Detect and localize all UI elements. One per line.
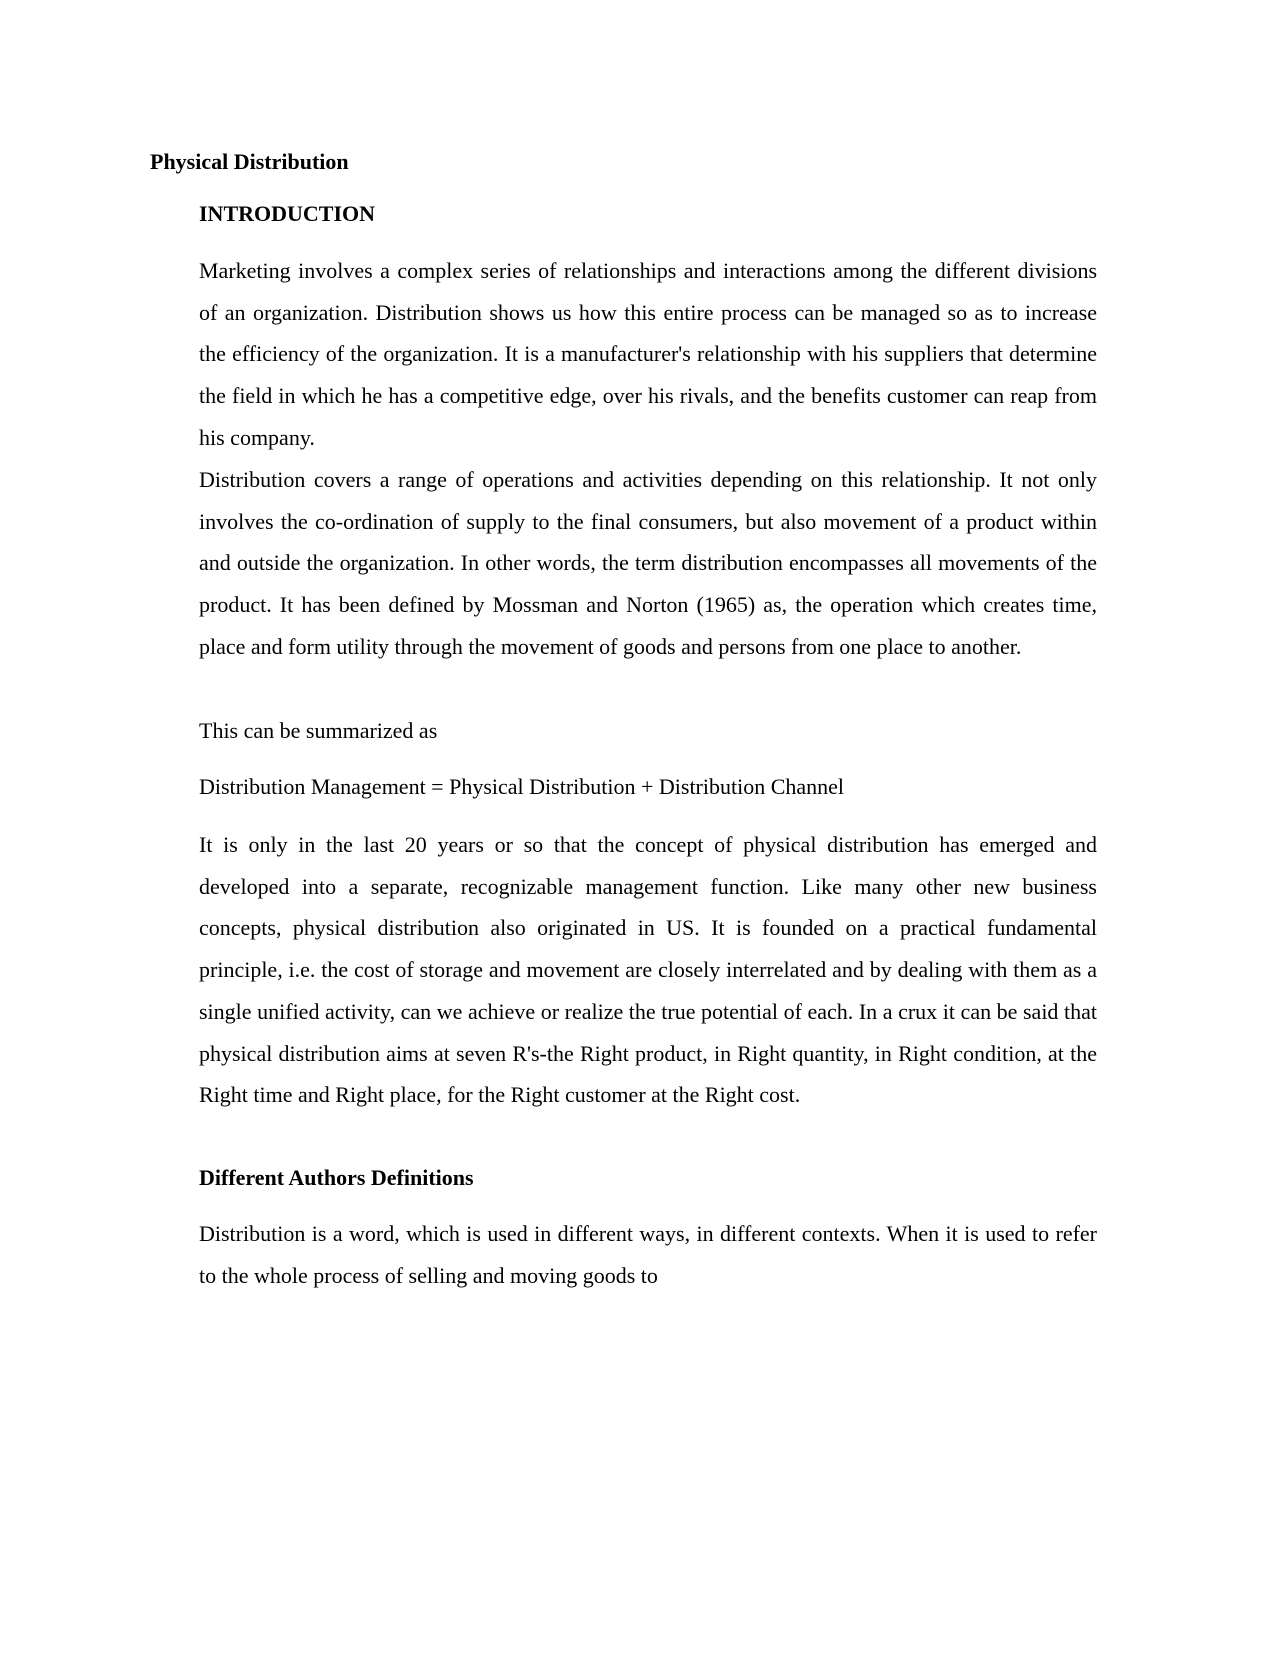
summary-intro-line: This can be summarized as xyxy=(199,718,438,743)
introduction-heading: INTRODUCTION xyxy=(199,201,376,226)
definitions-paragraph-block xyxy=(199,1213,1097,1296)
body-paragraph-3-block xyxy=(199,824,1097,1116)
summary-intro-block xyxy=(199,710,1097,752)
distribution-formula: Distribution Management = Physical Distribution + Distribution Channel xyxy=(199,774,845,799)
body-paragraph-1: Marketing involves a complex series of relationships and interactions among the different divisions of an organization. Distribution shows us how this entire process can be managed so as to increase the efficiency of the organization. It is a manufacturer's relationship with his suppliers that determine the field in which he has a competitive edge, over his rivals, and the benefits customer can reap from his company. xyxy=(199,258,1097,450)
definitions-paragraph: Distribution is a word, which is used in different ways, in different contexts. When it is used to refer to the whole process of selling and moving goods to xyxy=(199,1221,1097,1288)
formula-block xyxy=(199,766,1097,808)
document-title: Physical Distribution xyxy=(150,149,349,174)
definitions-heading-block xyxy=(199,1164,1097,1192)
body-paragraph-3: It is only in the last 20 years or so that the concept of physical distribution has emerged and developed into a separate, recognizable management function. Like many other new business concepts, physical distribution also originated in US. It is founded on a practical fundamental principle, i.e. the cost of storage and movement are closely interrelated and by dealing with them as a single unified activity, can we achieve or realize the true potential of each. In a crux it can be said that physical distribution aims at seven R's-the Right product, in Right quantity, in Right condition, at the Right time and Right place, for the Right customer at the Right cost. xyxy=(199,832,1097,1108)
body-paragraph-2-block xyxy=(199,459,1097,668)
body-paragraph-2: Distribution covers a range of operations and activities depending on this relationship. It not only involves the co-ordination of supply to the final consumers, but also movement of a product within and outside the organization. In other words, the term distribution encompasses all movements of the product. It has been defined by Mossman and Norton (1965) as, the operation which creates time, place and form utility through the movement of goods and persons from one place to another. xyxy=(199,467,1097,659)
body-paragraph-1-block xyxy=(199,250,1097,459)
introduction-heading-block xyxy=(199,200,1097,228)
definitions-heading: Different Authors Definitions xyxy=(199,1165,474,1190)
